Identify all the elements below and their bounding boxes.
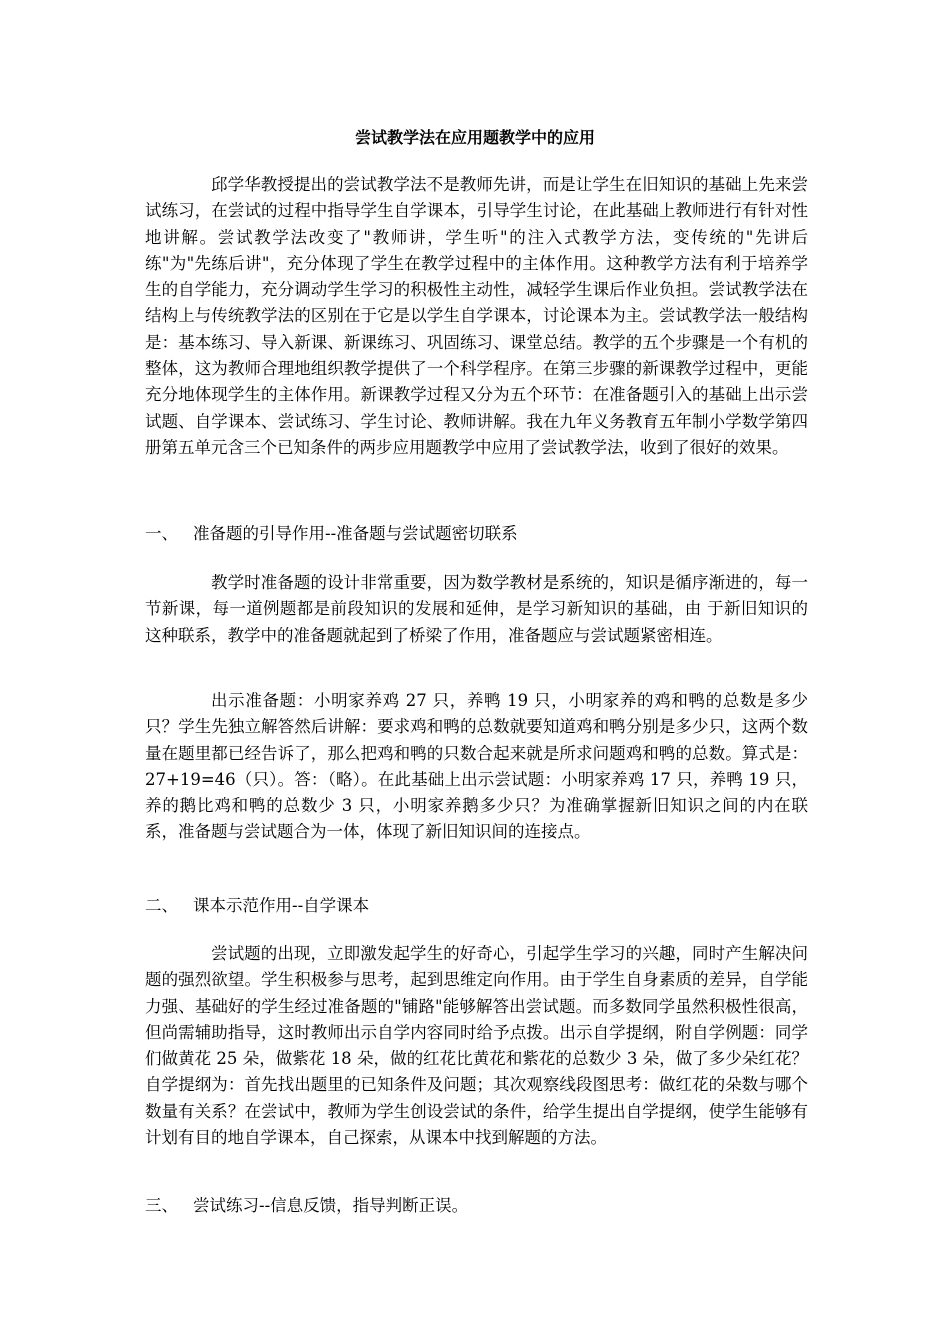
intro-paragraph: 邱学华教授提出的尝试教学法不是教师先讲，而是让学生在旧知识的基础上先来尝试练习，在尝试的过程中指导学生自学课本，引导学生讨论，在此基础上教师进行有针对性地讲解。尝试教学法改变了"教师讲，学生听"的注入式教学方法，变传统的"先讲后练"为"先练后讲"，充分体现了学生在教学过程中的主体作用。这种教学方法有利于培养学生的自学能力，充分调动学生学习的积极性主动性，减轻学生课后作业负担。尝试教学法在结构上与传统教学法的区别在于它是以学生自学课本，讨论课本为主。尝试教学法一般结构是：基本练习、导入新课、新课练习、巩固练习、课堂总结。教学的五个步骤是一个有机的整体，这为教师合理地组织教学提供了一个科学程序。在第三步骤的新课教学过程中，更能充分地体现学生的主体作用。新课教学过程又分为五个环节：在准备题引入的基础上出示尝试题、自学课本、尝试练习、学生讨论、教师讲解。我在九年义务教育五年制小学数学第四册第五单元含三个已知条件的两步应用题教学中应用了尝试教学法，收到了很好的效果。 [145, 175, 808, 457]
section-heading-1 [145, 521, 808, 547]
section-number: 一、 [145, 524, 178, 543]
section-2-paragraph-1: 尝试题的出现，立即激发起学生的好奇心，引起学生学习的兴趣，同时产生解决问题的强烈欲望。学生积极参与思考，起到思维定向作用。由于学生自身素质的差异，自学能力强、基础好的学生经过准备题的"铺路"能够解答出尝试题。而多数同学虽然积极性很高，但尚需辅助指导，这时教师出示自学内容同时给予点拨。出示自学提纲，附自学例题：同学们做黄花 25 朵，做紫花 18 朵，做的红花比黄花和紫花的总数少 3 朵，做了多少朵红花？自学提纲为：首先找出题里的已知条件及问题；其次观察线段图思考：做红花的朵数与哪个数量有关系？在尝试中，教师为学生创设尝试的条件，给学生提出自学提纲，使学生能够有计划有目的地自学课本，自己探索，从课本中找到解题的方法。 [145, 944, 808, 1148]
section-1-paragraph-2: 出示准备题：小明家养鸡 27 只，养鸭 19 只，小明家养的鸡和鸭的总数是多少只？学生先独立解答然后讲解：要求鸡和鸭的总数就要知道鸡和鸭分别是多少只，这两个数量在题里都已经告诉了，那么把鸡和鸭的只数合起来就是所求问题鸡和鸭的总数。算式是：27+19=46（只）。答：（略）。在此基础上出示尝试题：小明家养鸡 17 只，养鸭 19 只，养的鹅比鸡和鸭的总数少 3 只，小明家养鹅多少只？为准确掌握新旧知识之间的内在联系，准备题与尝试题合为一体，体现了新旧知识间的连接点。 [145, 691, 808, 842]
section-title: 课本示范作用--自学课本 [193, 896, 370, 915]
section-title: 准备题的引导作用--准备题与尝试题密切联系 [193, 524, 518, 543]
section-1-paragraph-1: 教学时准备题的设计非常重要，因为数学教材是系统的，知识是循序渐进的，每一节新课，每一道例题都是前段知识的发展和延伸，是学习新知识的基础，由 于新旧知识的这种联系，教学中的准备题就起到了桥梁了作用，准备题应与尝试题紧密相连。 [145, 573, 808, 645]
section-heading-3 [145, 1193, 808, 1219]
section-number: 二、 [145, 896, 178, 915]
section-title: 尝试练习--信息反馈，指导判断正误。 [193, 1196, 469, 1215]
section-heading-2 [145, 893, 808, 919]
document-title: 尝试教学法在应用题教学中的应用 [354, 128, 595, 147]
section-number: 三、 [145, 1196, 178, 1215]
